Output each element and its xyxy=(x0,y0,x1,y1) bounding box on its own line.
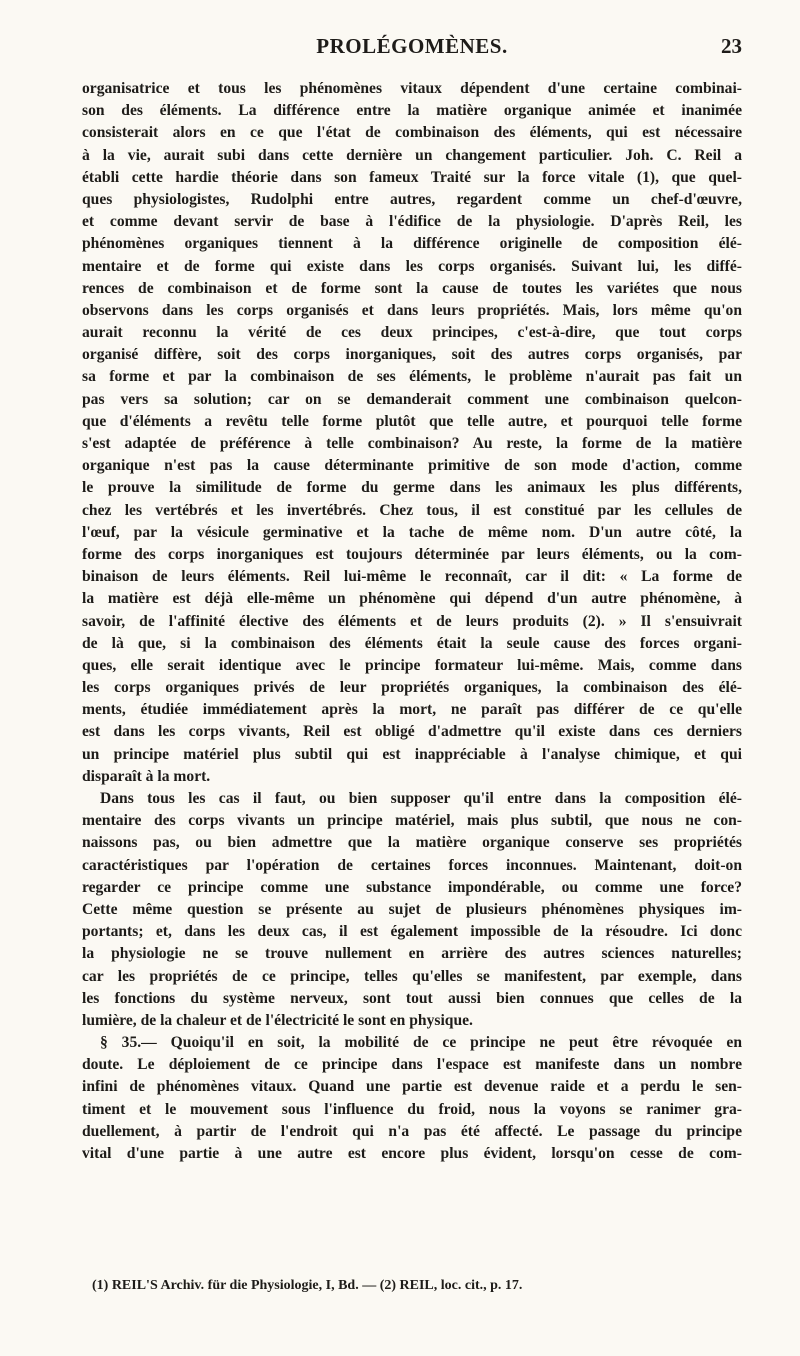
text-line: car les propriétés de ce principe, telles qu'elles se manifestent, par exemple, dans xyxy=(82,967,742,985)
text-line: ques physiologistes, Rudolphi entre autres, regardent comme un chef-d'œuvre, xyxy=(82,190,742,208)
text-line: regarder ce principe comme une substance impondérable, ou comme une force? xyxy=(82,878,742,896)
text-line: à la vie, aurait subi dans cette dernière un changement particulier. Joh. C. Reil a xyxy=(82,146,742,164)
text-line: organique n'est pas la cause déterminante primitive de son mode d'action, comme xyxy=(82,457,742,475)
text-line: timent et le mouvement sous l'influence du froid, nous la voyons se ranimer gra- xyxy=(82,1100,742,1118)
text-line: la physiologie ne se trouve nullement en arrière des autres sciences naturelles; xyxy=(82,945,742,963)
text-line: organisé diffère, soit des corps inorganiques, soit des autres corps organisés, par xyxy=(82,346,742,364)
text-line: organisatrice et tous les phénomènes vitaux dépendent d'une certaine combinai- xyxy=(82,80,742,97)
text-line: chez les vertébrés et les invertébrés. Chez tous, il est constitué par les cellules de xyxy=(82,501,742,519)
text-line: duellement, à partir de l'endroit qui n'a pas été affecté. Le passage du principe xyxy=(82,1122,742,1140)
text-line: les corps organiques privés de leur propriétés organiques, la combinaison des élé- xyxy=(82,679,742,697)
text-line: ques, elle serait identique avec le principe formateur lui-même. Mais, comme dans xyxy=(82,656,742,674)
text-line: pas vers sa solution; car on se demanderait comment une combinaison quelcon- xyxy=(82,390,742,408)
text-line: Cette même question se présente au sujet de plusieurs phénomènes physiques im- xyxy=(82,900,742,918)
page-title: PROLÉGOMÈNES. xyxy=(316,34,508,58)
text-line: mentaire et de forme qui existe dans les corps organisés. Suivant lui, les diffé- xyxy=(82,257,742,275)
text-line: sa forme et par la combinaison de ses éléments, le problème n'aurait pas fait un xyxy=(82,368,742,386)
text-line: établi cette hardie théorie dans son fameux Traité sur la force vitale (1), que quel- xyxy=(82,168,742,186)
text-line: rences de combinaison et de forme sont la cause de toutes les variétes que nous xyxy=(82,279,742,297)
text-line: Dans tous les cas il faut, ou bien supposer qu'il entre dans la composition élé- xyxy=(100,790,742,807)
text-line: infini de phénomènes vitaux. Quand une partie est devenue raide et a perdu le sen- xyxy=(82,1078,742,1096)
text-line: caractéristiques par l'opération de certaines forces inconnues. Maintenant, doit-on xyxy=(82,856,742,874)
text-line: mentaire des corps vivants un principe matériel, mais plus subtil, que nous ne con- xyxy=(82,812,742,830)
text-line: disparaît à la mort. xyxy=(82,767,211,785)
text-line: forme des corps inorganiques est toujours déterminée par leurs éléments, ou la com- xyxy=(82,545,742,563)
text-line: l'œuf, par la vésicule germinative et la tache de même nom. D'un autre côté, la xyxy=(82,523,742,541)
text-line: phénomènes organiques tiennent à la différence originelle de composition élé- xyxy=(82,235,742,253)
text-line: un principe matériel plus subtil qui est inappréciable à l'analyse chimique, et qui xyxy=(82,745,742,763)
body-text xyxy=(82,78,742,1165)
text-line: ments, étudiée immédiatement après la mort, ne paraît pas différer de ce qu'elle xyxy=(82,701,742,719)
text-line: son des éléments. La différence entre la matière organique animée et inanimée xyxy=(82,102,742,120)
text-line: s'est adaptée de préférence à telle combinaison? Au reste, la forme de la matière xyxy=(82,435,742,452)
text-line: la matière est déjà elle-même un phénomène qui dépend d'un autre phénomène, à xyxy=(82,590,742,608)
text-line: et comme devant servir de base à l'édifice de la physiologie. D'après Reil, les xyxy=(82,213,742,231)
text-line: vital d'une partie à une autre est encore plus évident, lorsqu'on cesse de com- xyxy=(82,1145,742,1162)
text-line: de là que, si la combinaison des éléments était la seule cause des forces organi- xyxy=(82,634,742,652)
running-head xyxy=(82,34,742,64)
page-number: 23 xyxy=(721,34,742,58)
footnote: (1) REIL'S Archiv. für die Physiologie, I, Bd. — (2) REIL, loc. cit., p. 17. xyxy=(92,1278,523,1293)
text-line: binaison de leurs éléments. Reil lui-même le reconnaît, car il dit: « La forme de xyxy=(82,568,742,586)
text-line: les fonctions du système nerveux, sont tout aussi bien connues que celles de la xyxy=(82,989,742,1007)
text-line: portants; et, dans les deux cas, il est également impossible de la résoudre. Ici donc xyxy=(82,923,742,941)
text-line: que d'éléments a revêtu telle forme plutôt que telle autre, et pourquoi telle forme xyxy=(82,412,742,430)
text-line: § 35.— Quoiqu'il en soit, la mobilité de ce principe ne peut être révoquée en xyxy=(100,1034,742,1052)
text-line: lumière, de la chaleur et de l'électricité le sont en physique. xyxy=(82,1011,473,1029)
text-line: consisterait alors en ce que l'état de combinaison des éléments, qui est nécessaire xyxy=(82,124,742,142)
text-line: le prouve la similitude de forme du germe dans les animaux les plus différents, xyxy=(82,479,742,497)
text-line: observons dans les corps organisés et dans leurs propriétés. Mais, lors même qu'on xyxy=(82,301,742,319)
text-line: savoir, de l'affinité élective des éléments et de leurs produits (2). » Il s'ensuivrait xyxy=(82,612,742,630)
text-line: aurait reconnu la vérité de ces deux principes, c'est-à-dire, que tout corps xyxy=(82,324,742,342)
text-line: est dans les corps vivants, Reil est obligé d'admettre qu'il existe dans ces derniers xyxy=(82,723,742,741)
text-line: naissons pas, ou bien admettre que la matière organique conserve ses propriétés xyxy=(82,834,742,852)
text-line: doute. Le déploiement de ce principe dans l'espace est manifeste dans un nombre xyxy=(82,1056,742,1074)
